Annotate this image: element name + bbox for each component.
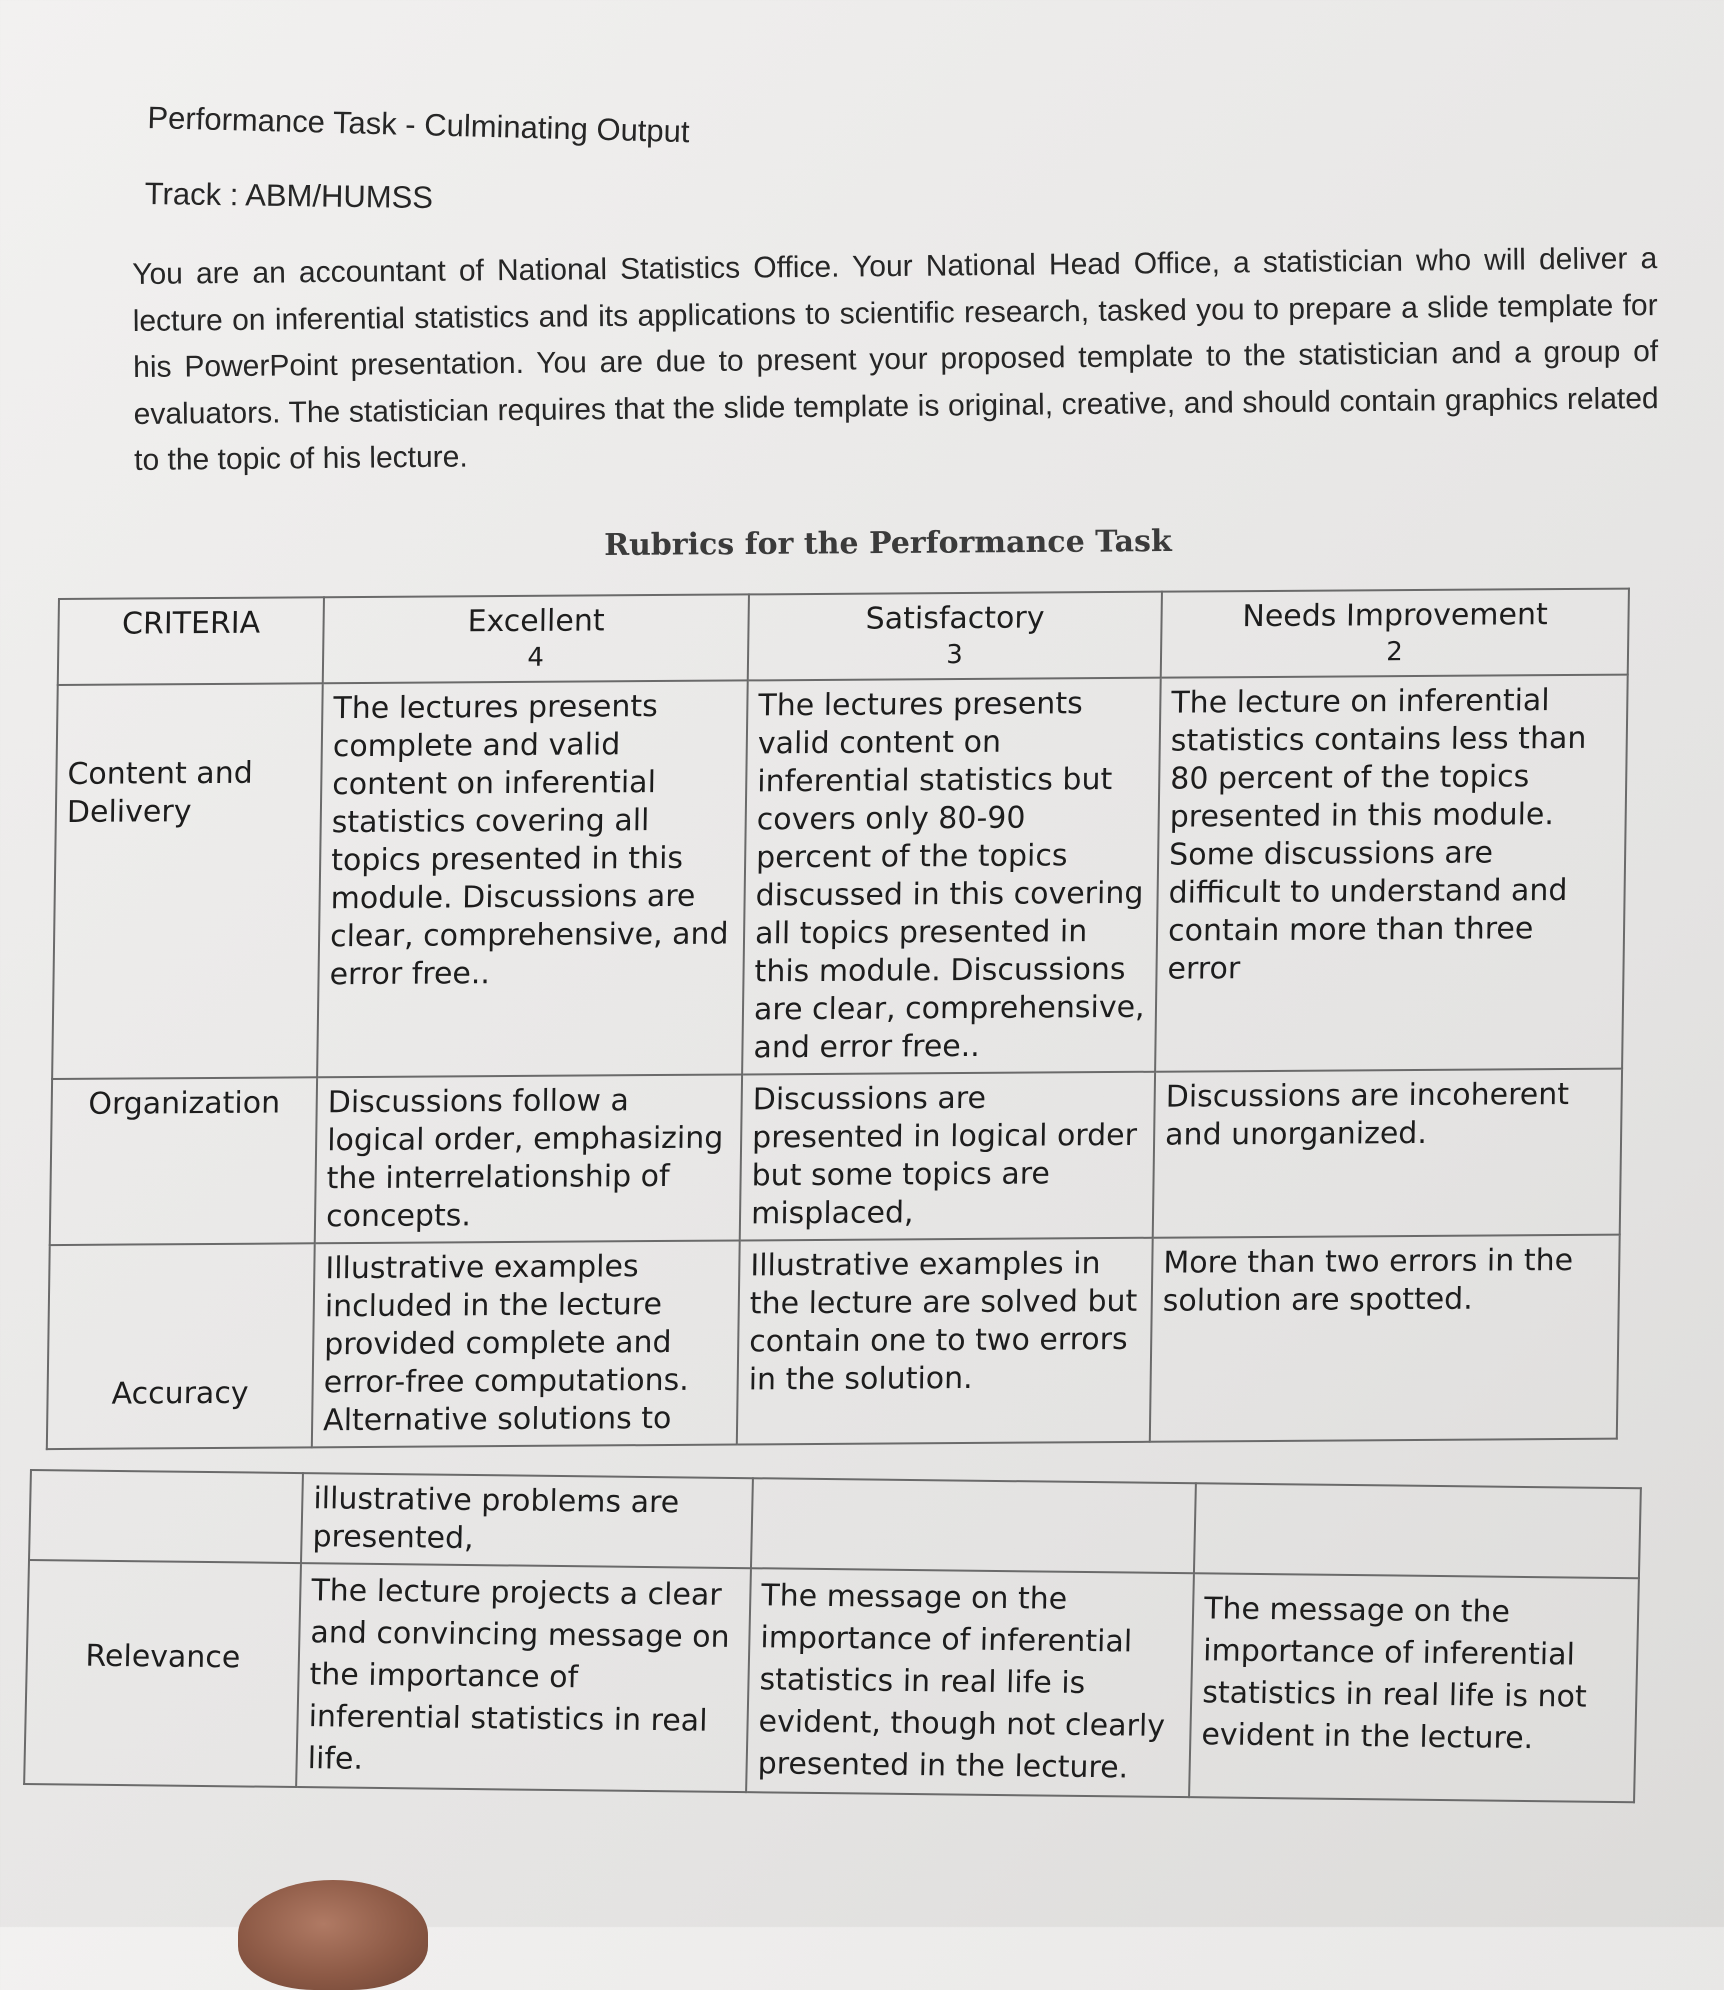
excellent-score: 4 [527, 642, 545, 673]
excellent-cell: Discussions follow a logical order, emphasizing the interrelationship of concepts. [315, 1074, 742, 1243]
rubric-row-accuracy [47, 1235, 1620, 1449]
rubric-table-continued [23, 1469, 1642, 1803]
rubric-row-relevance [24, 1560, 1639, 1802]
satisfactory-score: 3 [946, 639, 964, 671]
excellent-header [323, 594, 749, 683]
excellent-cell: The lectures presents complete and valid content on inferential statistics covering all topics presented in this module. Discussions are clear, comprehensive, and error free.. [317, 680, 748, 1077]
excellent-cell: The lecture projects a clear and convincing message on the importance of inferential statistics in real life. [296, 1563, 751, 1792]
satisfactory-cell: The lectures presents valid content on inferential statistics but covers only 80-90 percent of the topics discussed in this covering all topics presented in this module. Discussions are clear, comprehensive, and error free.. [742, 678, 1161, 1075]
rubric-table [46, 588, 1630, 1451]
finger-photo-artifact [238, 1880, 428, 1990]
excellent-cell: illustrative problems are presented, [301, 1473, 753, 1568]
satisfactory-cell: The message on the importance of inferential statistics in real life is evident, though not clearly presented in the lecture. [746, 1568, 1194, 1797]
satisfactory-header [748, 592, 1162, 681]
needs-improvement-score: 2 [1386, 637, 1404, 668]
needs-improvement-cell: The lecture on inferential statistics contains less than 80 percent of the topics presented in this module. Some discussions are difficult to understand and contain more than three error [1155, 675, 1628, 1072]
excellent-cell: Illustrative examples included in the lecture provided complete and error-free computations. Alternative solutions to [312, 1240, 740, 1447]
rubric-row-content-delivery [52, 675, 1628, 1079]
needs-improvement-cell: Discussions are incoherent and unorganized. [1153, 1069, 1622, 1238]
needs-improvement-cell [1194, 1483, 1641, 1578]
rubric-header-row [58, 589, 1629, 685]
document-title: Performance Task - Culminating Output [147, 100, 690, 150]
criteria-cell: Relevance [24, 1560, 301, 1787]
satisfactory-cell: Discussions are presented in logical order but some topics are misplaced, [740, 1072, 1155, 1241]
needs-improvement-cell: More than two errors in the solution are spotted. [1150, 1235, 1620, 1442]
criteria-header-label: CRITERIA [121, 605, 261, 642]
criteria-cell: Organization [50, 1077, 317, 1245]
track-label: Track : ABM/HUMSS [144, 176, 434, 216]
criteria-cell: Content and Delivery [52, 683, 323, 1079]
excellent-header-label: Excellent [467, 603, 605, 640]
satisfactory-header-label: Satisfactory [865, 600, 1045, 637]
satisfactory-cell [751, 1478, 1196, 1573]
criteria-cell [29, 1470, 303, 1563]
needs-improvement-header-label: Needs Improvement [1242, 597, 1549, 635]
needs-improvement-cell: The message on the importance of inferential statistics in real life is not evident in the lecture. [1189, 1573, 1639, 1802]
needs-improvement-header [1161, 589, 1629, 678]
criteria-cell: Accuracy [47, 1243, 315, 1449]
rubric-row-organization [50, 1069, 1622, 1245]
rubric-heading: Rubrics for the Performance Task [604, 524, 1172, 563]
satisfactory-cell: Illustrative examples in the lecture are solved but contain one to two errors in the solution. [737, 1238, 1153, 1445]
task-description: You are an accountant of National Statistics Office. Your National Head Office, a statistician who will deliver a lecture on inferential statistics and its applications to scientific research, tasked you to prepare a slide template for his PowerPoint presentation. You are due to present your proposed template to the statistician and a group of evaluators. The statistician requires that the slide template is original, creative, and should contain graphics related to the topic of his lecture. [132, 242, 1659, 477]
criteria-header [58, 597, 324, 685]
